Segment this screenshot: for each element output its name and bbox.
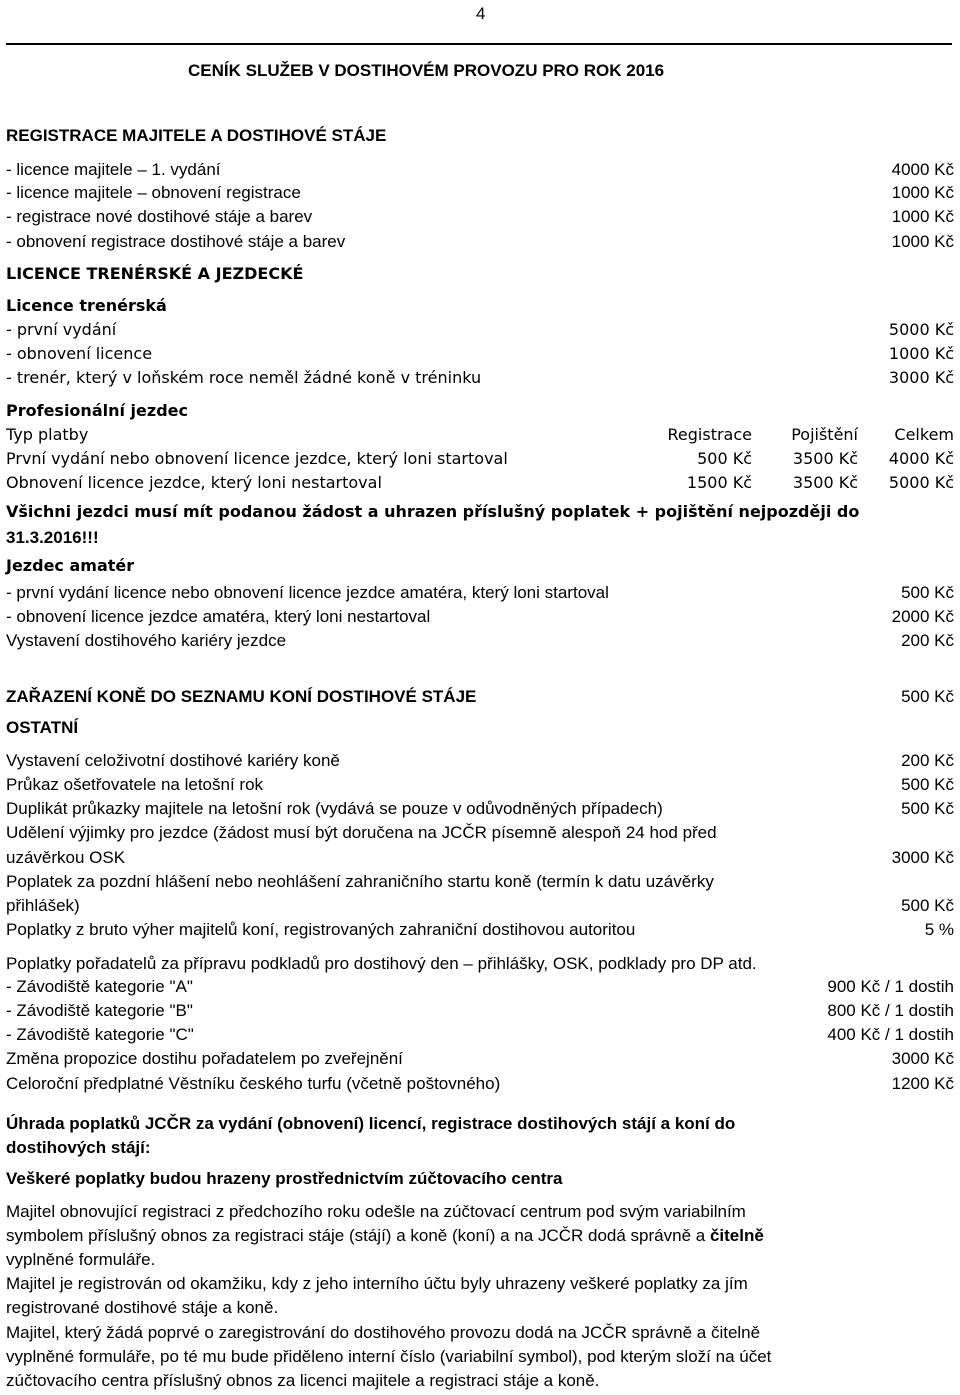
table-cell: 5000 Kč xyxy=(888,473,954,492)
table-cell: 1500 Kč xyxy=(686,473,752,492)
price-row: - Závodiště kategorie "A" 900 Kč / 1 dostih xyxy=(6,977,954,996)
emphasis-legibly: čitelně xyxy=(709,1226,764,1245)
deadline-notice-date: 31.3.2016!!! xyxy=(6,528,99,547)
payment-subheading: Veškeré poplatky budou hrazeny prostřednictvím zúčtovacího centra xyxy=(6,1169,563,1188)
price-row: - obnovení licence 1000 Kč xyxy=(6,344,954,363)
table-cell: 3500 Kč xyxy=(792,449,858,468)
price-row: - registrace nové dostihové stáje a barev 1000 Kč xyxy=(6,207,954,226)
paragraph-line: vyplněné formuláře, po té mu bude přiděleno interní číslo (variabilní symbol), pod kterým složí na účet xyxy=(6,1347,772,1366)
table-row xyxy=(6,471,954,495)
section-heading-other: OSTATNÍ xyxy=(6,718,79,737)
price-row: - první vydání 5000 Kč xyxy=(6,320,954,339)
exemption-row-cont: uzávěrkou OSK 3000 Kč xyxy=(6,848,954,867)
section-heading-licences: LICENCE TRENÉRSKÉ A JEZDECKÉ xyxy=(6,264,304,283)
table-header-cell: Typ platby xyxy=(6,425,89,444)
subheading-trainer-licence: Licence trenérská xyxy=(6,296,167,315)
payment-heading: Úhrada poplatků JCČR za vydání (obnovení) licencí, registrace dostihových stájí a koní do xyxy=(6,1114,736,1133)
deadline-notice: Všichni jezdci musí mít podanou žádost a uhrazen příslušný poplatek + pojištění nejpozději do xyxy=(6,502,860,521)
price-row: Celoroční předplatné Věstníku českého turfu (včetně poštovného) 1200 Kč xyxy=(6,1074,954,1093)
table-row xyxy=(6,447,954,471)
paragraph-line: zúčtovacího centra příslušný obnos za licenci majitele a registraci stáje a koně. xyxy=(6,1371,600,1390)
table-cell: 3500 Kč xyxy=(792,473,858,492)
table-cell: 500 Kč xyxy=(697,449,752,468)
table-cell: 4000 Kč xyxy=(888,449,954,468)
price-row: - první vydání licence nebo obnovení licence jezdce amatéra, který loni startoval 500 Kč xyxy=(6,583,954,602)
late-report-row: Poplatek za pozdní hlášení nebo neohlášení zahraničního startu koně (termín k datu uzávěrky xyxy=(6,872,714,891)
paragraph-line: Majitel obnovující registraci z předchozího roku odešle na zúčtovací centrum pod svým variabilním xyxy=(6,1202,746,1221)
table-header-cell: Pojištění xyxy=(791,425,858,444)
header-rule xyxy=(6,43,952,45)
price-row: - obnovení registrace dostihové stáje a barev 1000 Kč xyxy=(6,232,954,251)
price-row: - trenér, který v loňském roce neměl žádné koně v tréninku 3000 Kč xyxy=(6,368,954,387)
price-row: - Závodiště kategorie "B" 800 Kč / 1 dostih xyxy=(6,1001,954,1020)
section-heading-owner-registration: REGISTRACE MAJITELE A DOSTIHOVÉ STÁJE xyxy=(6,126,387,145)
winnings-fee-row: Poplatky z bruto výher majitelů koní, registrovaných zahraniční dostihovou autoritou 5 % xyxy=(6,920,954,939)
paragraph-line: Majitel je registrován od okamžiku, kdy z jeho interního účtu byly uhrazeny veškeré poplatky za jím xyxy=(6,1274,748,1293)
table-header-cell: Celkem xyxy=(894,425,954,444)
price-row: - obnovení licence jezdce amatéra, který loni nestartoval 2000 Kč xyxy=(6,607,954,626)
table-cell: První vydání nebo obnovení licence jezdce, který loni startoval xyxy=(6,449,508,468)
paragraph-line: registrované dostihové stáje a koně. xyxy=(6,1298,279,1317)
paragraph-line: vyplněné formuláře. xyxy=(6,1250,156,1269)
price-row: Změna propozice dostihu pořadatelem po zveřejnění 3000 Kč xyxy=(6,1049,954,1068)
organizer-fees-heading: Poplatky pořadatelů za přípravu podkladů pro dostihový den – přihlášky, OSK, podklady pro DP atd. xyxy=(6,954,757,973)
page-title: CENÍK SLUŽEB V DOSTIHOVÉM PROVOZU PRO ROK 2016 xyxy=(188,61,665,80)
horse-registration-row: ZAŘAZENÍ KONĚ DO SEZNAMU KONÍ DOSTIHOVÉ STÁJE 500 Kč xyxy=(6,687,954,706)
table-cell: Obnovení licence jezdce, který loni nestartoval xyxy=(6,473,382,492)
price-row: - Závodiště kategorie "C" 400 Kč / 1 dostih xyxy=(6,1025,954,1044)
subheading-amateur-jockey: Jezdec amatér xyxy=(6,556,135,575)
exemption-row: Udělení výjimky pro jezdce (žádost musí být doručena na JCČR písemně alespoň 24 hod před xyxy=(6,823,717,842)
price-row: - licence majitele – 1. vydání 4000 Kč xyxy=(6,160,954,179)
paragraph-line: symbolem příslušný obnos za registraci stáje (stájí) a koně (koní) a na JCČR dodá správně a čitelně xyxy=(6,1226,764,1245)
payment-heading-cont: dostihových stájí: xyxy=(6,1138,151,1157)
price-row: Vystavení dostihového kariéry jezdce 200 Kč xyxy=(6,631,954,650)
late-report-row-cont: přihlášek) 500 Kč xyxy=(6,896,954,915)
page-number: 4 xyxy=(476,4,486,23)
table-header-cell: Registrace xyxy=(667,425,752,444)
subheading-pro-jockey: Profesionální jezdec xyxy=(6,401,188,420)
price-row: - licence majitele – obnovení registrace 1000 Kč xyxy=(6,183,954,202)
price-row: Duplikát průkazky majitele na letošní rok (vydává se pouze v odůvodněných případech) 500 Kč xyxy=(6,799,954,818)
price-row: Průkaz ošetřovatele na letošní rok 500 Kč xyxy=(6,775,954,794)
price-row: Vystavení celoživotní dostihové kariéry koně 200 Kč xyxy=(6,751,954,770)
table-header-row xyxy=(6,423,954,447)
paragraph-line: Majitel, který žádá poprvé o zaregistrování do dostihového provozu dodá na JCČR správně a čitelně xyxy=(6,1323,761,1342)
